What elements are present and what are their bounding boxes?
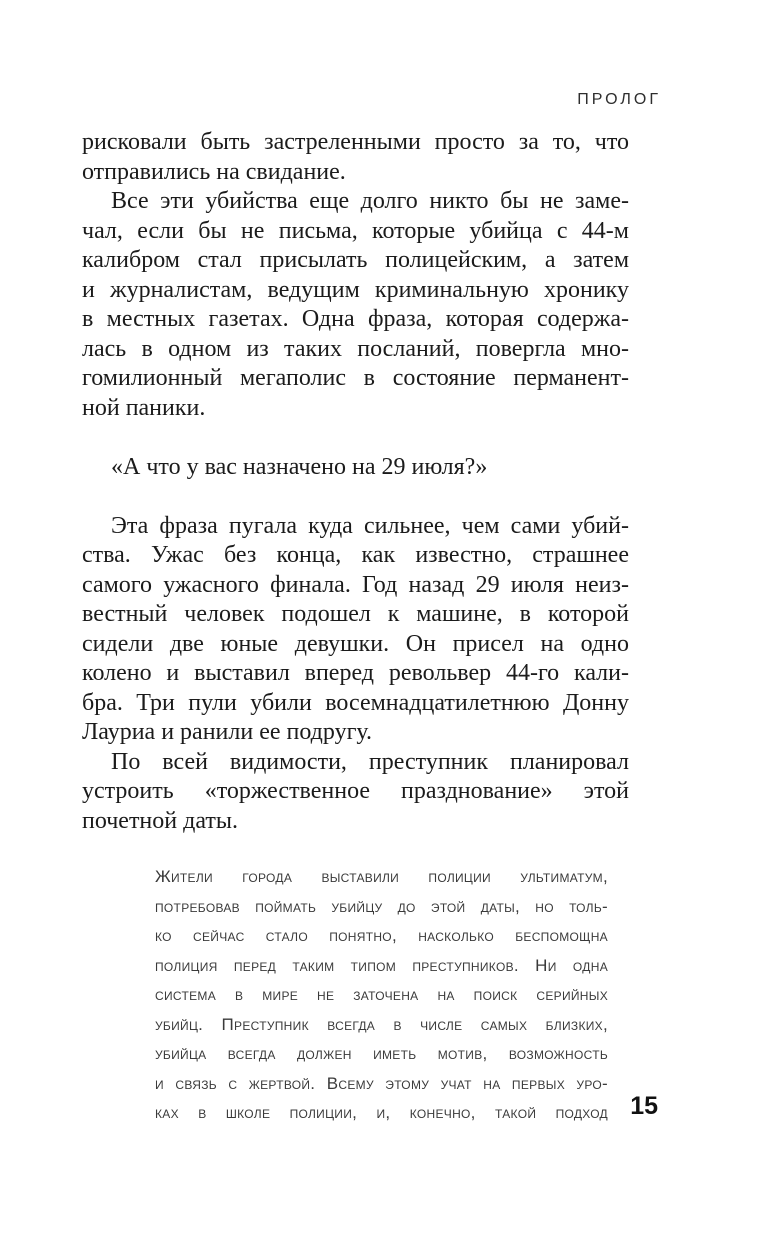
body-paragraph [82,453,629,483]
text-line: Лауриа и ранили ее подругу. [82,719,373,745]
text-line: в местных газетах. Одна фраза, которая содержа- [82,306,629,332]
text-line: рисковали быть застреленными просто за то, что [82,129,629,155]
text-line: гомилионный мегаполис в состояние перманент- [82,365,629,391]
body-paragraph [82,512,629,748]
body-paragraphs [82,128,629,836]
quote-line: потребовав поймать убийцу до этой даты, но толь- [155,896,608,916]
text-line: самого ужасного финала. Год назад 29 июля неиз- [82,571,629,598]
text-line: сидели две юные девушки. Он присел на одно [82,630,629,657]
quote-line: Жители города выставили полиции ультиматум, [155,867,608,886]
quote-line: и связь с жертвой. Всему этому учат на первых уро- [155,1073,608,1093]
text-column [82,128,629,1128]
text-line: вестный человек подошел к машине, в которой [82,601,629,627]
text-line: лась в одном из таких посланий, повергла мно- [82,335,629,362]
text-line: колено и выставил вперед револьвер 44-го кали- [82,660,629,686]
text-line: почетной даты. [82,807,238,834]
body-paragraph [82,128,629,187]
text-line: и журналистам, ведущим криминальную хронику [82,276,629,303]
text-line: ной паники. [82,394,206,421]
running-head: ПРОЛОГ [577,91,661,108]
quote-line: ках в школе полиции, и, конечно, такой подход [155,1103,608,1122]
text-line: калибром стал присылать полицейским, а затем [82,247,629,273]
text-line: ства. Ужас без конца, как известно, страшнее [82,542,629,568]
body-paragraph [82,187,629,423]
quote-line: ко сейчас стало понятно, насколько беспомощна [155,926,608,945]
text-line: бра. Три пули убили восемнадцатилетнюю Донну [82,689,629,716]
text-line: Все эти убийства еще долго никто бы не заме- [111,188,629,214]
text-line: По всей видимости, преступник планировал [111,748,629,775]
text-line: устроить «торжественное празднование» этой [82,778,629,804]
text-line: чал, если бы не письма, которые убийца с 44-м [82,217,629,244]
quote-line: система в мире не заточена на поиск серийных [155,985,608,1004]
quote-line: убийц. Преступник всегда в числе самых близких, [155,1014,608,1034]
text-line: отправились на свидание. [82,158,346,185]
text-line: Эта фраза пугала куда сильнее, чем сами убий- [111,512,629,539]
quote-line: полиция перед таким типом преступников. Ни одна [155,955,608,975]
pull-quote [155,862,608,1128]
text-line: «А что у вас назначено на 29 июля?» [111,453,488,480]
body-paragraph [82,748,629,837]
quote-line: убийца всегда должен иметь мотив, возможность [155,1044,608,1063]
page-number: 15 [630,1092,658,1120]
